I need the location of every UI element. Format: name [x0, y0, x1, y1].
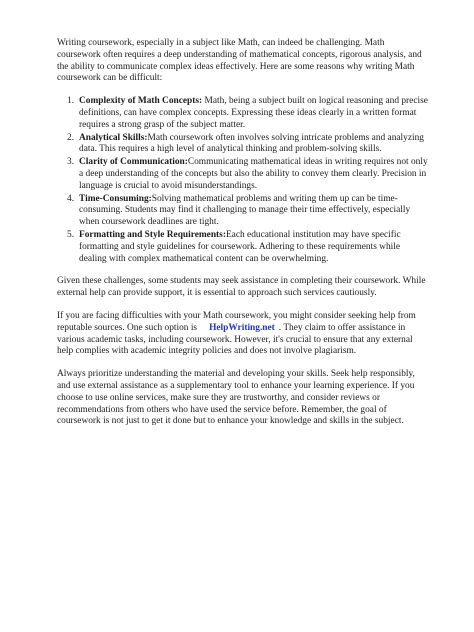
challenges-paragraph: Given these challenges, some students may seek assistance in completing their coursework. While external help can provide support, it is essential to approach such services cautiously. [57, 276, 426, 299]
reasons-list [57, 96, 429, 265]
list-item-title: Complexity of Math Concepts: [79, 96, 203, 107]
list-item [57, 133, 429, 157]
helpwriting-link[interactable]: HelpWriting.net [209, 322, 275, 333]
list-item-text: Math, being a subject built on logical reasoning and precise definitions, can have complex concepts. Expressing these ideas clearly in a written format requires a strong grasp of the subject matter. [79, 96, 428, 130]
list-item-title: Time-Consuming: [79, 193, 152, 204]
list-item [57, 230, 429, 265]
help-text-before: If you are facing difficulties with your Math coursework, you might consider seeking help from reputable sources. One such option is [57, 310, 416, 333]
list-item-number: 1. [67, 96, 75, 107]
closing-paragraph: Always prioritize understanding the material and developing your skills. Seek help responsibly, and use external assistance as a supplementary tool to enhance your learning experience. If you choose to use online services, make sure they are trustworthy, and consider reviews or recommendations from others who have used the service before. Remember, the goal of coursework is not just to get it done but to enhance your knowledge and skills in the subject. [57, 369, 415, 427]
list-item-text: Math coursework often involves solving intricate problems and analyzing data. This requires a high level of analytical thinking and problem-solving skills. [79, 132, 424, 155]
list-item [57, 157, 429, 192]
list-item-number: 3. [67, 157, 75, 168]
help-paragraph [57, 311, 429, 358]
list-item [57, 96, 429, 131]
document-page [57, 38, 429, 439]
list-item-text: Solving mathematical problems and writing them up can be time-consuming. Students may find it challenging to manage their time effectively, especially when coursework deadlines are tight. [79, 193, 411, 228]
list-item [57, 194, 429, 229]
list-item-number: 2. [67, 132, 75, 143]
list-item-number: 4. [67, 193, 75, 204]
help-text-after: . They claim to offer assistance in various academic tasks, including coursework. However, it's crucial to ensure that any external help complies with academic integrity policies and does not involve plagiarism. [57, 322, 413, 357]
list-item-title: Analytical Skills: [79, 132, 148, 143]
list-item-text: Communicating mathematical ideas in writing requires not only a deep understanding of the concepts but also the ability to convey them clearly. Precision in language is crucial to avoid misunderstandings. [79, 157, 428, 191]
list-item-title: Formatting and Style Requirements: [79, 229, 226, 240]
list-item-number: 5. [67, 229, 75, 240]
list-item-title: Clarity of Communication: [79, 157, 188, 168]
list-item-text: Each educational institution may have specific formatting and style guidelines for coursework. Adhering to these requirements while dealing with complex mathematical content can be overwhelming. [79, 229, 401, 264]
intro-paragraph: Writing coursework, especially in a subject like Math, can indeed be challenging. Math coursework often requires a deep understanding of mathematical concepts, rigorous analysis, and the ability to communicate complex ideas effectively. Here are some reasons why writing Math coursework can be difficult: [57, 38, 422, 84]
